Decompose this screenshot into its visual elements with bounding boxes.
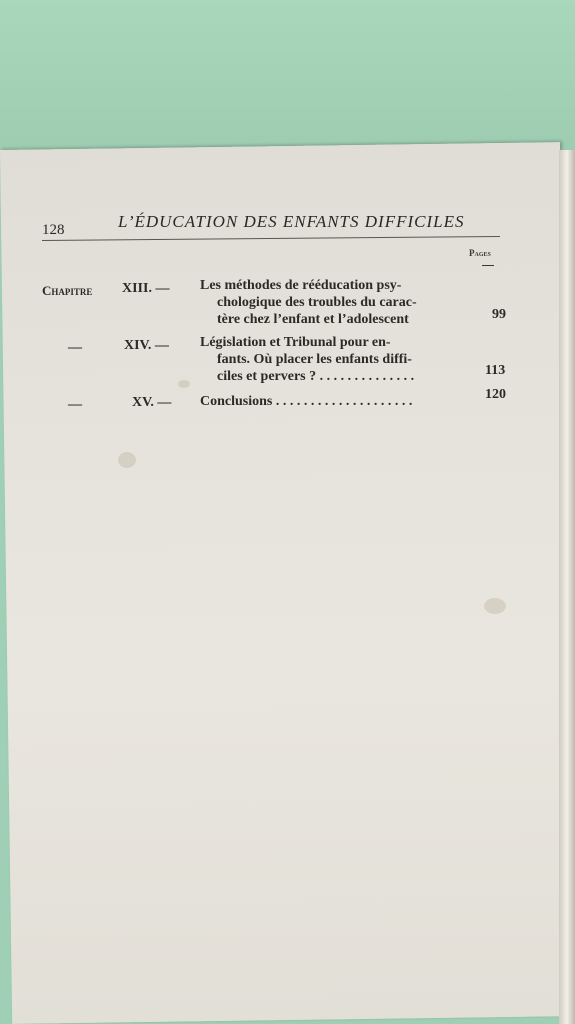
toc-entry-line: tère chez l’enfant et l’adolescent [217, 312, 409, 327]
toc-entry-line: Législation et Tribunal pour en- [200, 335, 391, 350]
pages-column-label: Pages [469, 248, 491, 258]
page-number: 128 [42, 222, 65, 238]
toc-entry-line: Conclusions . . . . . . . . . . . . . . . . . . . . [200, 394, 413, 409]
toc-chapter-prefix [42, 283, 92, 300]
toc-page-number: 99 [492, 307, 506, 322]
toc-chapter-prefix: — [68, 397, 82, 412]
toc-chapter-prefix: — [68, 340, 82, 355]
toc-entry-line: Les méthodes de rééducation psy- [200, 278, 402, 293]
running-head: L’ÉDUCATION DES ENFANTS DIFFICILES [118, 212, 465, 231]
toc-page-number: 113 [485, 363, 506, 378]
toc-entry-line: fants. Où placer les enfants diffi- [217, 352, 412, 367]
toc-page-number: 120 [485, 387, 506, 402]
toc-chapter-numeral: XV. — [132, 395, 172, 410]
chapter-prefix-text: Chapitre [42, 283, 93, 298]
toc-entry-line: chologique des troubles du carac- [217, 295, 417, 310]
toc-chapter-numeral: XIV. — [124, 338, 169, 353]
toc-entry-line: ciles et pervers ? . . . . . . . . . . . . . . [217, 369, 415, 384]
toc-chapter-numeral: XIII. — [122, 281, 170, 296]
